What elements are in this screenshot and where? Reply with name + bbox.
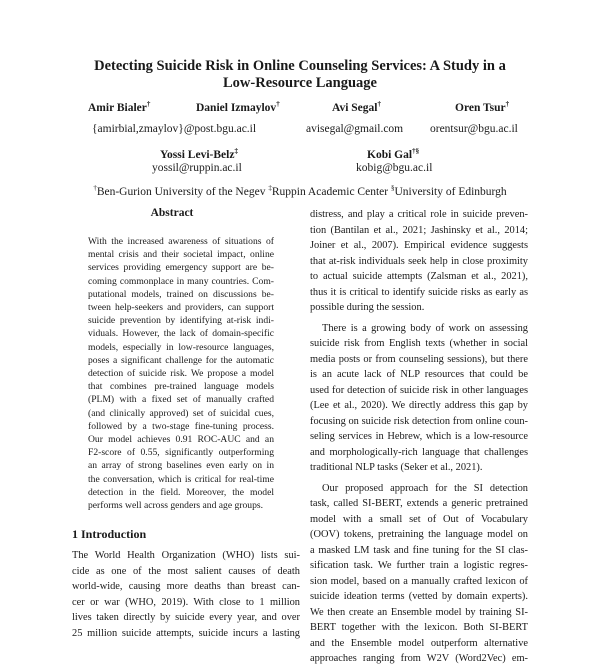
abstract-body [88,235,274,512]
body-line: Our proposed approach for the SI detection [322,482,528,494]
intro-line: cide as one of the most salient causes of death [72,565,300,577]
abstract-line: (PLM) with a fixed set of manually crafted [88,394,274,406]
affiliation-mark: † [276,100,280,108]
body-line: suicide ideation terms (vetted by domain experts). [310,591,528,602]
affiliations [0,184,600,198]
author-email: yossil@ruppin.ac.il [152,162,242,174]
author-name: Kobi Gal [367,148,413,161]
abstract-line: poses a significant challenge for the automatic [88,354,274,366]
body-line: that at-risk individuals seek help in close proximity [310,255,528,267]
abstract-line: suicide prevention by identifying at-risk indi- [88,315,274,327]
body-line: and the Ensemble model outperform alternative [310,637,528,649]
abstract-line: models, especially in low-resource languages, [88,341,274,353]
affiliation-mark: † [93,184,97,192]
body-line: (Lee et al., 2020). We directly address this gap by [310,400,528,411]
body-line: seling services in Hebrew, which is a low-resource [310,431,528,442]
author-4 [455,100,509,114]
abstract-line: viduals. However, the lack of domain-specific [88,328,274,340]
body-line: a masked LM task and fine tuning for the SI clas- [310,544,528,556]
affiliation-mark: ‡ [234,147,238,155]
title-line: Low-Resource Language [223,75,377,91]
author-1 [88,100,150,114]
affiliation-mark: † [146,100,151,108]
author-name: Avi Segal [332,101,378,114]
body-line: (OOV) tokens, pretraining the language model on [310,529,528,540]
right-column [310,207,528,667]
abstract-line: performs well across genders and age groups. [88,500,264,512]
affiliation-mark: † [377,100,381,108]
author-name: Yossi Levi-Belz [160,148,235,161]
abstract-line: With the increased awareness of situations of [88,236,274,247]
affiliation-mark: ‡ [268,184,272,192]
abstract-line: the conversation, which is critical for real-time [88,473,274,485]
abstract-line: F2-score of 0.55, significantly outperforming [88,447,274,459]
body-line: thus it is critical to identify suicide risks as early as [310,286,528,298]
body-line: Joiner et al., 2007). Empirical evidence suggests [310,240,528,251]
intro-line: 25 million suicide attempts, suicide incurs a lasting [72,627,300,639]
body-line: traditional NLP tasks (Seker et al., 2021). [310,462,483,473]
abstract-line: that combines pre-trained language models [88,381,274,393]
author-email: {amirbial,zmaylov}@post.bgu.ac.il [92,123,257,135]
intro-line: world-wide, causing more deaths than breast can- [72,581,300,592]
affiliation-mark: † [505,100,510,108]
body-line: sification task. We further train a logistic regres- [310,560,528,571]
abstract-line: an array of strong baselines even early on in [88,460,274,472]
affiliation-mark: †§ [412,147,420,155]
body-line: suicide risk from English texts (whether in social [310,338,528,349]
section-heading: 1 Introduction [72,527,147,541]
body-line: task, called SI-BERT, extends a generic pretrained [310,498,528,509]
body-line: We then create an Ensemble model by training SI- [310,606,528,618]
affiliation: University of Edinburgh [394,185,507,198]
abstract-line: detection in the field. Moreover, the model [88,486,274,498]
body-line: approaches ranging from W2V (Word2Vec) em- [310,653,528,664]
author-6 [367,147,419,161]
abstract-line: tween help-seekers and providers, can support [88,302,274,314]
author-name: Oren Tsur [455,101,506,114]
author-name: Daniel Izmaylov [196,101,277,114]
body-line: distress, and play a critical role in suicide preven- [310,209,528,220]
paper-title [0,58,600,92]
body-line: media posts or from counseling sessions), but there [310,353,528,365]
abstract-line: mental crisis and their societal impact, online [88,249,274,261]
abstract-heading: Abstract [150,207,194,219]
author-email: kobig@bgu.ac.il [356,162,433,174]
abstract-line: services providing emergency support are be- [88,262,274,274]
abstract-line: coming commonplace in many countries. Com- [88,275,274,287]
author-2 [196,100,280,114]
abstract-line: (and clinically approved) set of suicidal cues, [88,407,274,419]
abstract-line: Our model achieves 0.91 ROC-AUC and an [88,434,274,446]
author-3 [332,100,381,114]
abstract-line: followed by a two-stage fine-tuning process. [88,420,274,432]
body-line: model with a small set of Out of Vocabulary [310,513,528,525]
intro-body [72,548,300,641]
author-5 [160,147,238,161]
body-line: There is a growing body of work on assessing [322,322,528,334]
affiliation: Ruppin Academic Center [271,185,391,198]
body-line: sion model, based on a manually crafted lexicon of [310,575,528,587]
body-line: BERT together with the lexicon. Both SI-BERT [310,622,528,633]
author-name: Amir Bialer [88,101,147,114]
affiliation-mark: § [390,184,395,192]
author-email: avisegal@gmail.com [306,123,404,135]
intro-line: The World Health Organization (WHO) lists sui- [72,550,300,561]
body-line: tion (Bantilan et al., 2021; Jashinsky et al., 2014; [310,224,528,236]
intro-line: cer or war (WHO, 2019). With close to 1 million [72,596,300,608]
body-line: is an acute lack of NLP resources that could be [310,369,528,380]
affiliation: Ben-Gurion University of the Negev [96,185,269,198]
body-line: possible during the session. [310,302,425,313]
author-email: orentsur@bgu.ac.il [430,123,518,135]
body-line: and morphologically-rich language that challenges [310,446,528,458]
abstract-line: putational models, trained on discussions be- [88,288,274,300]
abstract-line: detection of suicide risk. We propose a model [88,368,274,380]
body-line: to actual suicide attempts (Zalsman et al., 2021), [310,271,528,282]
body-line: focusing on suicide risk detection from online coun- [310,415,528,427]
body-line: used for detection of suicide risk in other languages [310,384,528,396]
title-line: Detecting Suicide Risk in Online Counseling Services: A Study in a [94,58,506,74]
intro-line: lives taken directly by suicide every year, and over [72,612,300,623]
